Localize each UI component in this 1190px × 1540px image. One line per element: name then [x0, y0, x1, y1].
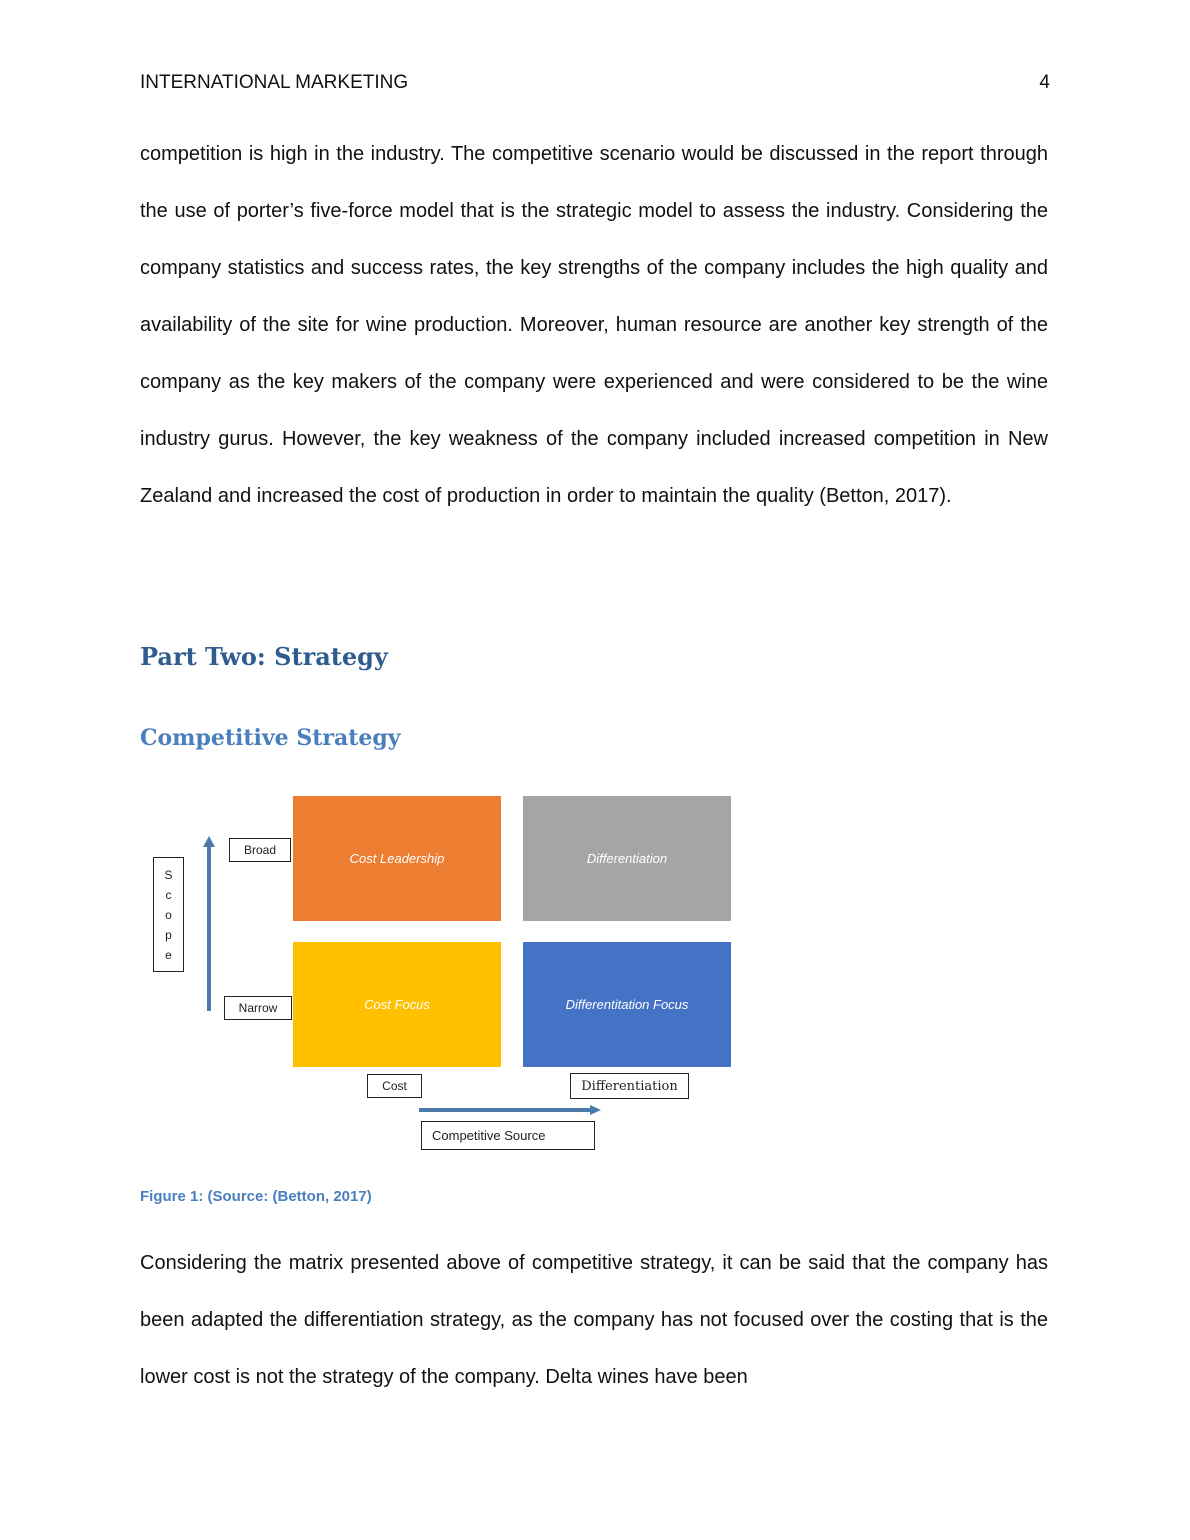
quadrant-cost-leadership: Cost Leadership: [293, 796, 501, 921]
quadrant-differentiation-focus: Differentitation Focus: [523, 942, 731, 1067]
quadrant-cost-focus: Cost Focus: [293, 942, 501, 1067]
running-head: INTERNATIONAL MARKETING: [140, 72, 409, 93]
scope-letter: S: [164, 867, 173, 882]
vertical-scope-arrow: [203, 836, 215, 1011]
subsection-heading: Competitive Strategy: [140, 725, 401, 751]
scope-letter: o: [165, 907, 172, 922]
cost-label: Cost: [367, 1074, 422, 1098]
narrow-label: Narrow: [224, 996, 292, 1020]
body-paragraph: Considering the matrix presented above of competitive strategy, it can be said that the company has been adapted the differentiation strategy, as the company has not focused over the costing that is the lower cost is not the strategy of the company. Delta wines have been: [140, 1252, 1048, 1388]
scope-letter: c: [165, 887, 172, 902]
section-heading: Part Two: Strategy: [140, 642, 388, 671]
broad-label: Broad: [229, 838, 291, 862]
scope-letter: p: [165, 927, 172, 942]
scope-letter: e: [165, 947, 172, 962]
scope-label-box: [153, 857, 184, 972]
body-paragraph: competition is high in the industry. The competitive scenario would be discussed in the report through the use of porter’s five-force model that is the strategic model to assess the industry. Considering the company statistics and success rates, the key strengths of the company includes the high quality and availability of the site for wine production. Moreover, human resource are another key strength of the company as the key makers of the company were experienced and were considered to be the wine industry gurus. However, the key weakness of the company included increased competition in New Zealand and increased the cost of production in order to maintain the quality (Betton, 2017).: [140, 143, 1048, 507]
competitive-source-label: Competitive Source: [421, 1121, 595, 1150]
page-number: 4: [1039, 72, 1050, 93]
differentiation-label: Differentiation: [570, 1073, 689, 1099]
figure-caption: Figure 1: (Source: (Betton, 2017): [140, 1188, 372, 1205]
horizontal-source-arrow: [419, 1105, 601, 1115]
quadrant-differentiation: Differentiation: [523, 796, 731, 921]
